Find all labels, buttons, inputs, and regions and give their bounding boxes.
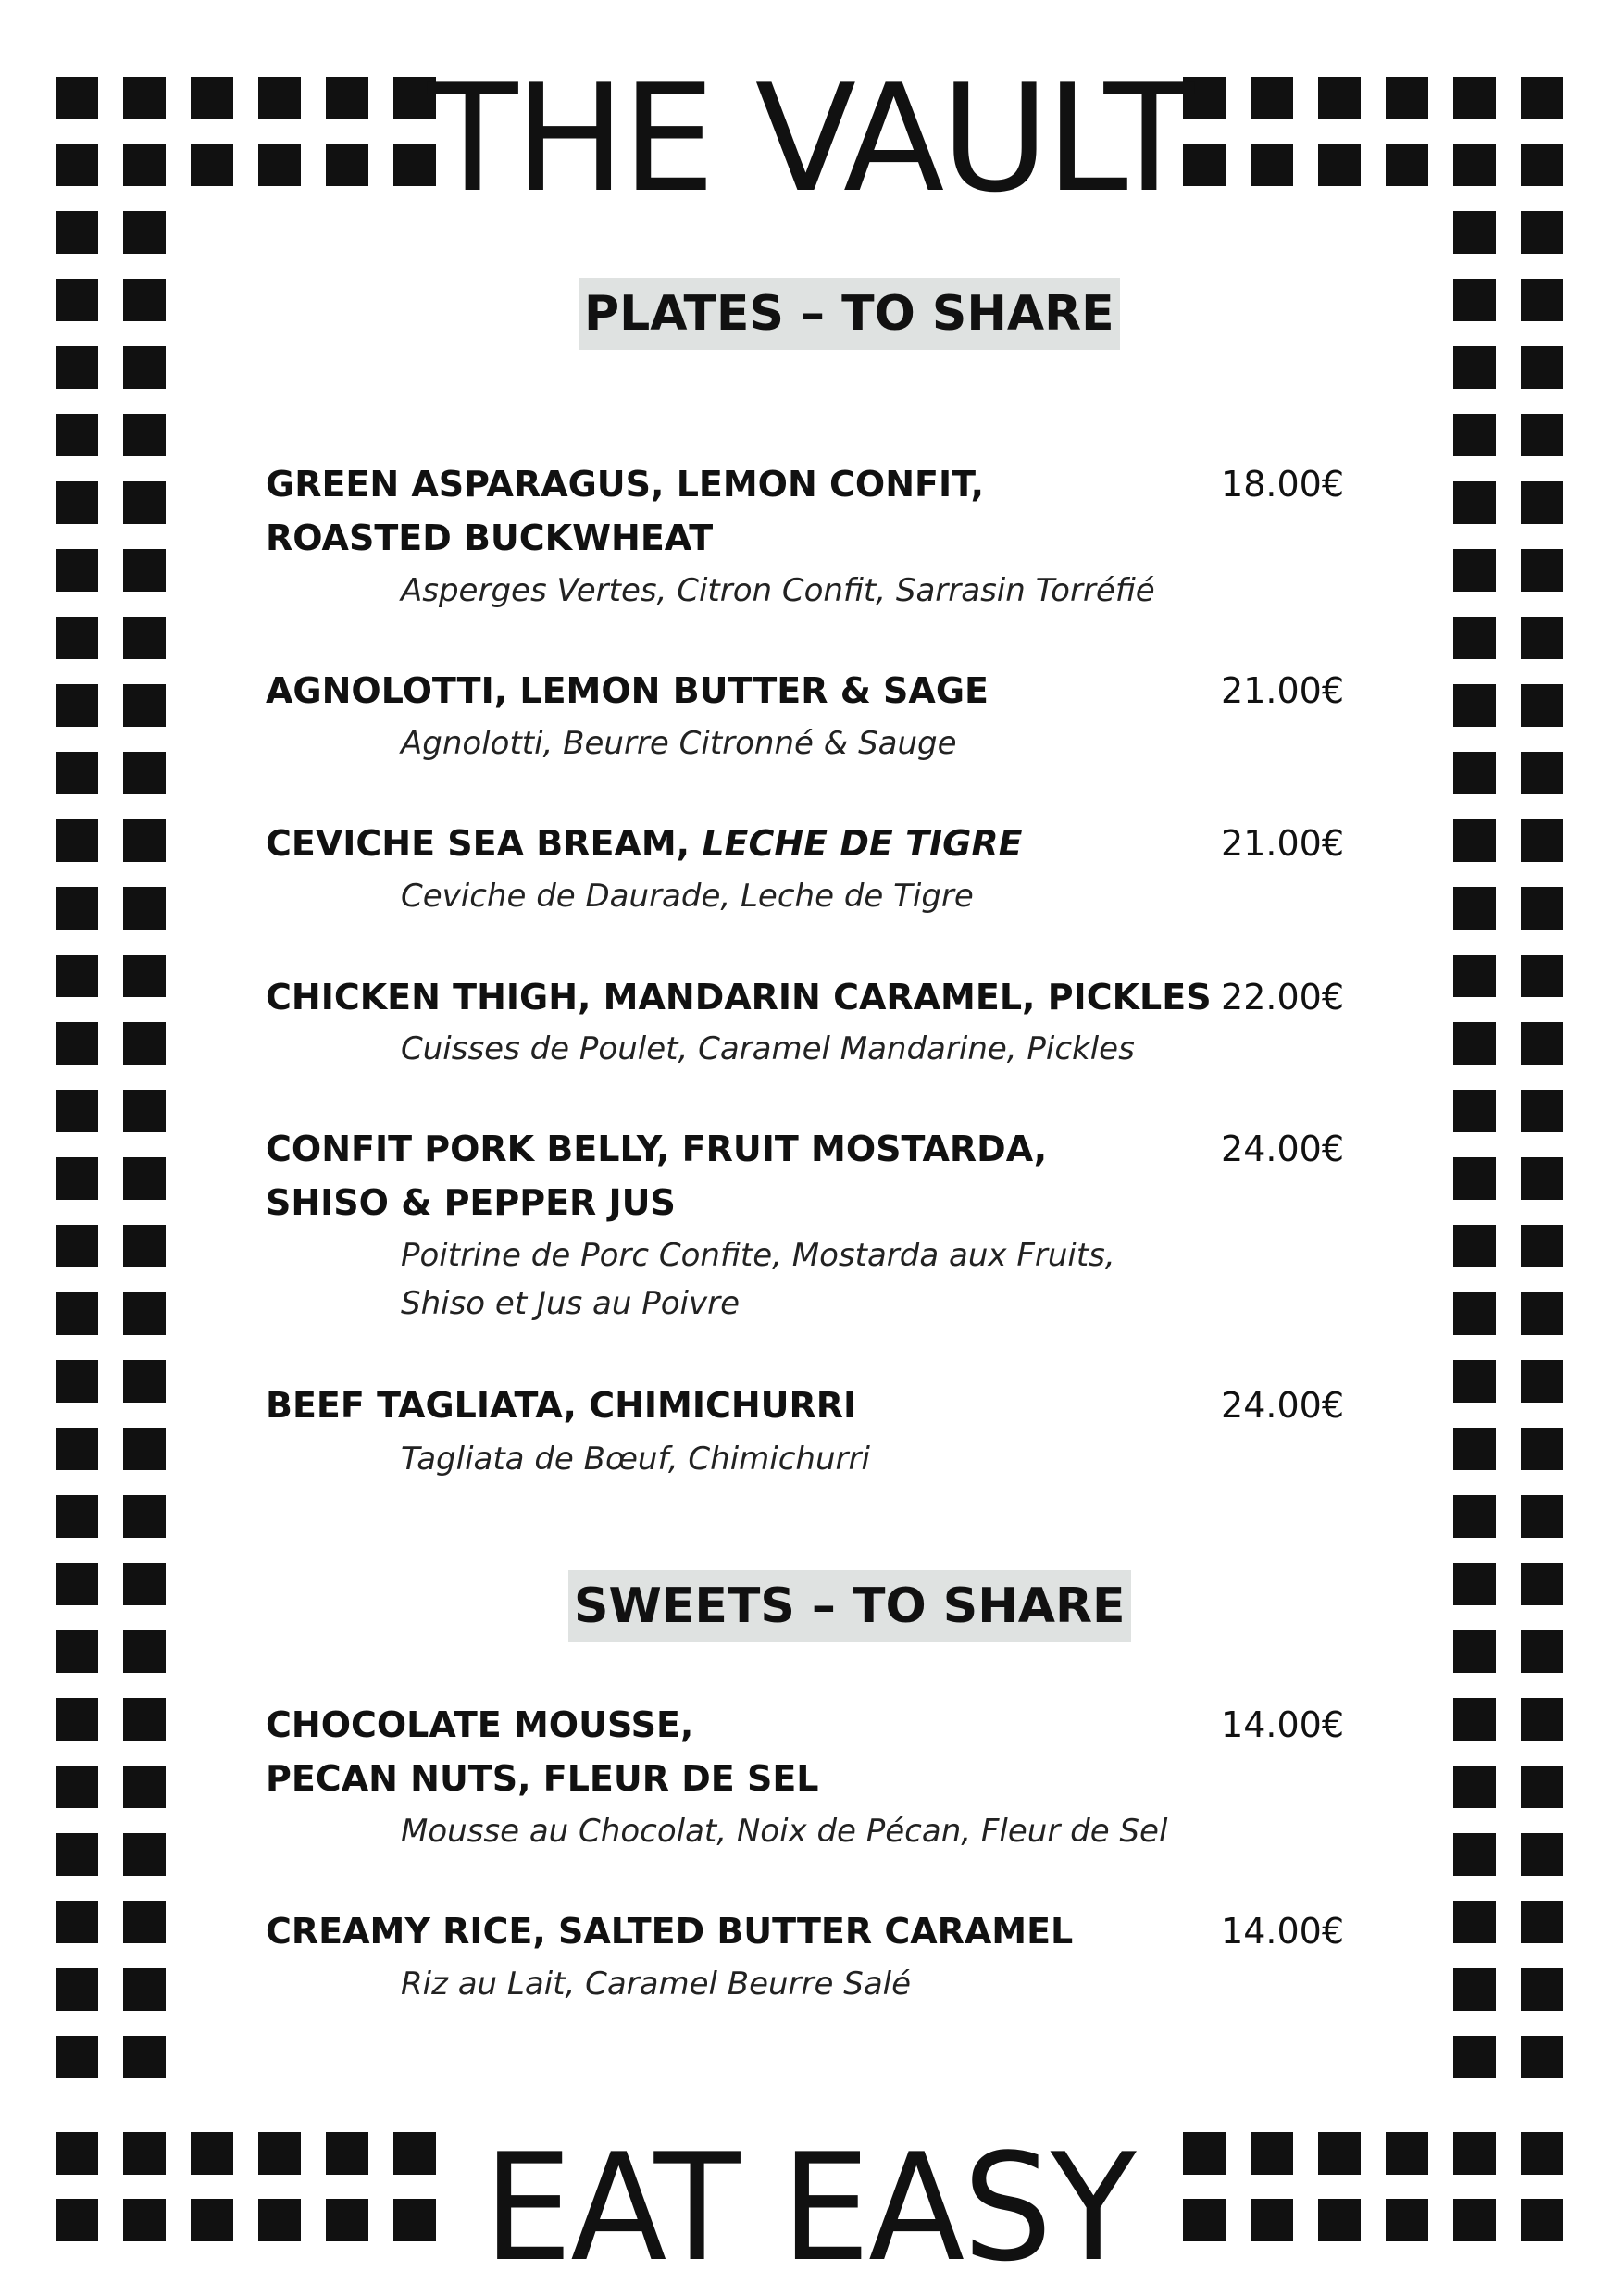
dish-french-name: Agnolotti, Beurre Citronné & Sauge <box>401 725 957 762</box>
border-square <box>56 1428 98 1470</box>
dish-price: 22.00€ <box>1221 977 1344 1017</box>
brand-logo: THE VAULT <box>427 52 1191 225</box>
dish-french-name: Riz au Lait, Caramel Beurre Salé <box>401 1965 912 2003</box>
border-square <box>1521 1630 1563 1673</box>
border-square <box>1453 1360 1496 1403</box>
border-square <box>1521 1833 1563 1876</box>
border-square <box>1453 1766 1496 1808</box>
border-square <box>123 1157 166 1200</box>
dish-french-name: Cuisses de Poulet, Caramel Mandarine, Pickles <box>401 1030 1135 1067</box>
border-square <box>1453 1292 1496 1335</box>
border-square <box>56 1901 98 1943</box>
dish-name: ROASTED BUCKWHEAT <box>266 518 714 558</box>
border-square <box>1521 1563 1563 1605</box>
border-square <box>56 1360 98 1403</box>
border-square <box>1453 1225 1496 1267</box>
border-square <box>56 1766 98 1808</box>
border-square <box>1521 684 1563 727</box>
border-square <box>1521 1766 1563 1808</box>
dish-price: 24.00€ <box>1221 1385 1344 1426</box>
border-square <box>1453 1157 1496 1200</box>
dish-price: 21.00€ <box>1221 823 1344 864</box>
border-square <box>1453 2036 1496 2078</box>
border-square <box>1453 887 1496 930</box>
border-square <box>1521 1022 1563 1065</box>
dish-name: CHOCOLATE MOUSSE, <box>266 1704 694 1745</box>
border-square <box>56 617 98 659</box>
border-square <box>1521 752 1563 794</box>
dish-price: 18.00€ <box>1221 464 1344 505</box>
border-square <box>123 549 166 592</box>
border-square <box>56 1833 98 1876</box>
border-square <box>123 1360 166 1403</box>
border-square <box>56 752 98 794</box>
border-square <box>1521 1225 1563 1267</box>
border-square <box>1453 955 1496 997</box>
border-square <box>1521 279 1563 321</box>
border-square <box>1453 752 1496 794</box>
border-square <box>123 752 166 794</box>
border-square <box>123 211 166 254</box>
border-square <box>123 1968 166 2011</box>
dish-name: PECAN NUTS, FLEUR DE SEL <box>266 1758 819 1799</box>
border-square <box>1453 346 1496 389</box>
border-square <box>123 955 166 997</box>
border-square <box>1521 346 1563 389</box>
dish-name: AGNOLOTTI, LEMON BUTTER & SAGE <box>266 670 989 711</box>
border-square <box>1521 2036 1563 2078</box>
border-square <box>56 1495 98 1538</box>
border-square <box>1453 1022 1496 1065</box>
border-square <box>123 819 166 862</box>
border-square <box>1453 1968 1496 2011</box>
border-square <box>1453 279 1496 321</box>
border-square <box>56 819 98 862</box>
border-square <box>1453 1428 1496 1470</box>
dish-french-name: Shiso et Jus au Poivre <box>401 1285 741 1322</box>
border-square <box>1453 1563 1496 1605</box>
border-square <box>123 2036 166 2078</box>
border-square <box>56 1225 98 1267</box>
border-square <box>123 1901 166 1943</box>
border-square <box>123 1563 166 1605</box>
dish-french-name: Poitrine de Porc Confite, Mostarda aux Fruits, <box>401 1237 1115 1274</box>
border-square <box>56 1968 98 2011</box>
dish-name <box>266 817 1023 870</box>
border-square <box>56 1090 98 1132</box>
border-square <box>56 1630 98 1673</box>
border-square <box>56 211 98 254</box>
border-square <box>1453 819 1496 862</box>
dish-name: CHICKEN THIGH, MANDARIN CARAMEL, PICKLES <box>266 977 1212 1017</box>
tagline-logo: EAT EASY <box>483 2121 1135 2294</box>
border-square <box>1453 617 1496 659</box>
dish-french-name: Ceviche de Daurade, Leche de Tigre <box>401 878 974 915</box>
border-square <box>56 549 98 592</box>
border-square <box>1521 887 1563 930</box>
border-square <box>123 1630 166 1673</box>
border-square <box>123 887 166 930</box>
border-square <box>56 279 98 321</box>
dish-french-name: Mousse au Chocolat, Noix de Pécan, Fleur de Sel <box>401 1813 1168 1850</box>
border-square <box>56 2036 98 2078</box>
border-square <box>56 1292 98 1335</box>
border-square <box>1453 549 1496 592</box>
border-square <box>123 1292 166 1335</box>
border-square <box>123 1022 166 1065</box>
border-square <box>123 1833 166 1876</box>
dish-price: 14.00€ <box>1221 1704 1344 1745</box>
section-title-sweets: SWEETS – TO SHARE <box>568 1570 1131 1642</box>
border-square <box>1453 1833 1496 1876</box>
border-square <box>1453 1901 1496 1943</box>
border-square <box>1453 1090 1496 1132</box>
border-square <box>1521 414 1563 456</box>
border-square <box>1521 1428 1563 1470</box>
dish-name-main: CEVICHE SEA BREAM, <box>266 823 703 864</box>
border-square <box>123 684 166 727</box>
border-square <box>56 887 98 930</box>
section-title-plates: PLATES – TO SHARE <box>579 278 1120 350</box>
dish-price: 21.00€ <box>1221 670 1344 711</box>
border-square <box>1453 211 1496 254</box>
border-square <box>1521 1698 1563 1741</box>
border-square <box>1521 549 1563 592</box>
border-square <box>1521 1968 1563 2011</box>
dish-french-name: Tagliata de Bœuf, Chimichurri <box>401 1441 870 1478</box>
border-square <box>123 481 166 524</box>
border-square <box>1453 1698 1496 1741</box>
border-square <box>56 955 98 997</box>
dish-name: BEEF TAGLIATA, CHIMICHURRI <box>266 1385 857 1426</box>
dish-name: GREEN ASPARAGUS, LEMON CONFIT, <box>266 464 985 505</box>
border-square <box>1521 1157 1563 1200</box>
border-square <box>1453 481 1496 524</box>
border-square <box>123 1225 166 1267</box>
border-square <box>123 1428 166 1470</box>
border-square <box>1453 414 1496 456</box>
border-square <box>1521 1090 1563 1132</box>
border-square <box>56 1022 98 1065</box>
border-square <box>123 1090 166 1132</box>
border-square <box>1521 1495 1563 1538</box>
border-square <box>1521 481 1563 524</box>
border-square <box>1521 1901 1563 1943</box>
border-square <box>1521 955 1563 997</box>
border-square <box>56 1563 98 1605</box>
border-square <box>123 1698 166 1741</box>
dish-name-italic: LECHE DE TIGRE <box>702 823 1023 864</box>
border-square <box>1453 1495 1496 1538</box>
border-square <box>1521 617 1563 659</box>
border-square <box>56 346 98 389</box>
border-square <box>123 1495 166 1538</box>
border-square <box>1521 819 1563 862</box>
dish-price: 14.00€ <box>1221 1911 1344 1952</box>
dish-name: CREAMY RICE, SALTED BUTTER CARAMEL <box>266 1911 1074 1952</box>
border-square <box>1453 1630 1496 1673</box>
border-square <box>1521 1292 1563 1335</box>
dish-name: CONFIT PORK BELLY, FRUIT MOSTARDA, <box>266 1129 1048 1169</box>
border-square <box>1521 1360 1563 1403</box>
border-square <box>123 1766 166 1808</box>
border-square <box>56 684 98 727</box>
border-square <box>56 481 98 524</box>
border-square <box>1453 684 1496 727</box>
border-square <box>123 414 166 456</box>
dish-french-name: Asperges Vertes, Citron Confit, Sarrasin Torréfié <box>401 572 1155 609</box>
border-square <box>123 617 166 659</box>
border-square <box>123 346 166 389</box>
border-square <box>56 414 98 456</box>
border-square <box>1521 211 1563 254</box>
dish-name: SHISO & PEPPER JUS <box>266 1182 676 1223</box>
border-square <box>56 1698 98 1741</box>
dish-price: 24.00€ <box>1221 1129 1344 1169</box>
border-square <box>56 1157 98 1200</box>
border-square <box>123 279 166 321</box>
